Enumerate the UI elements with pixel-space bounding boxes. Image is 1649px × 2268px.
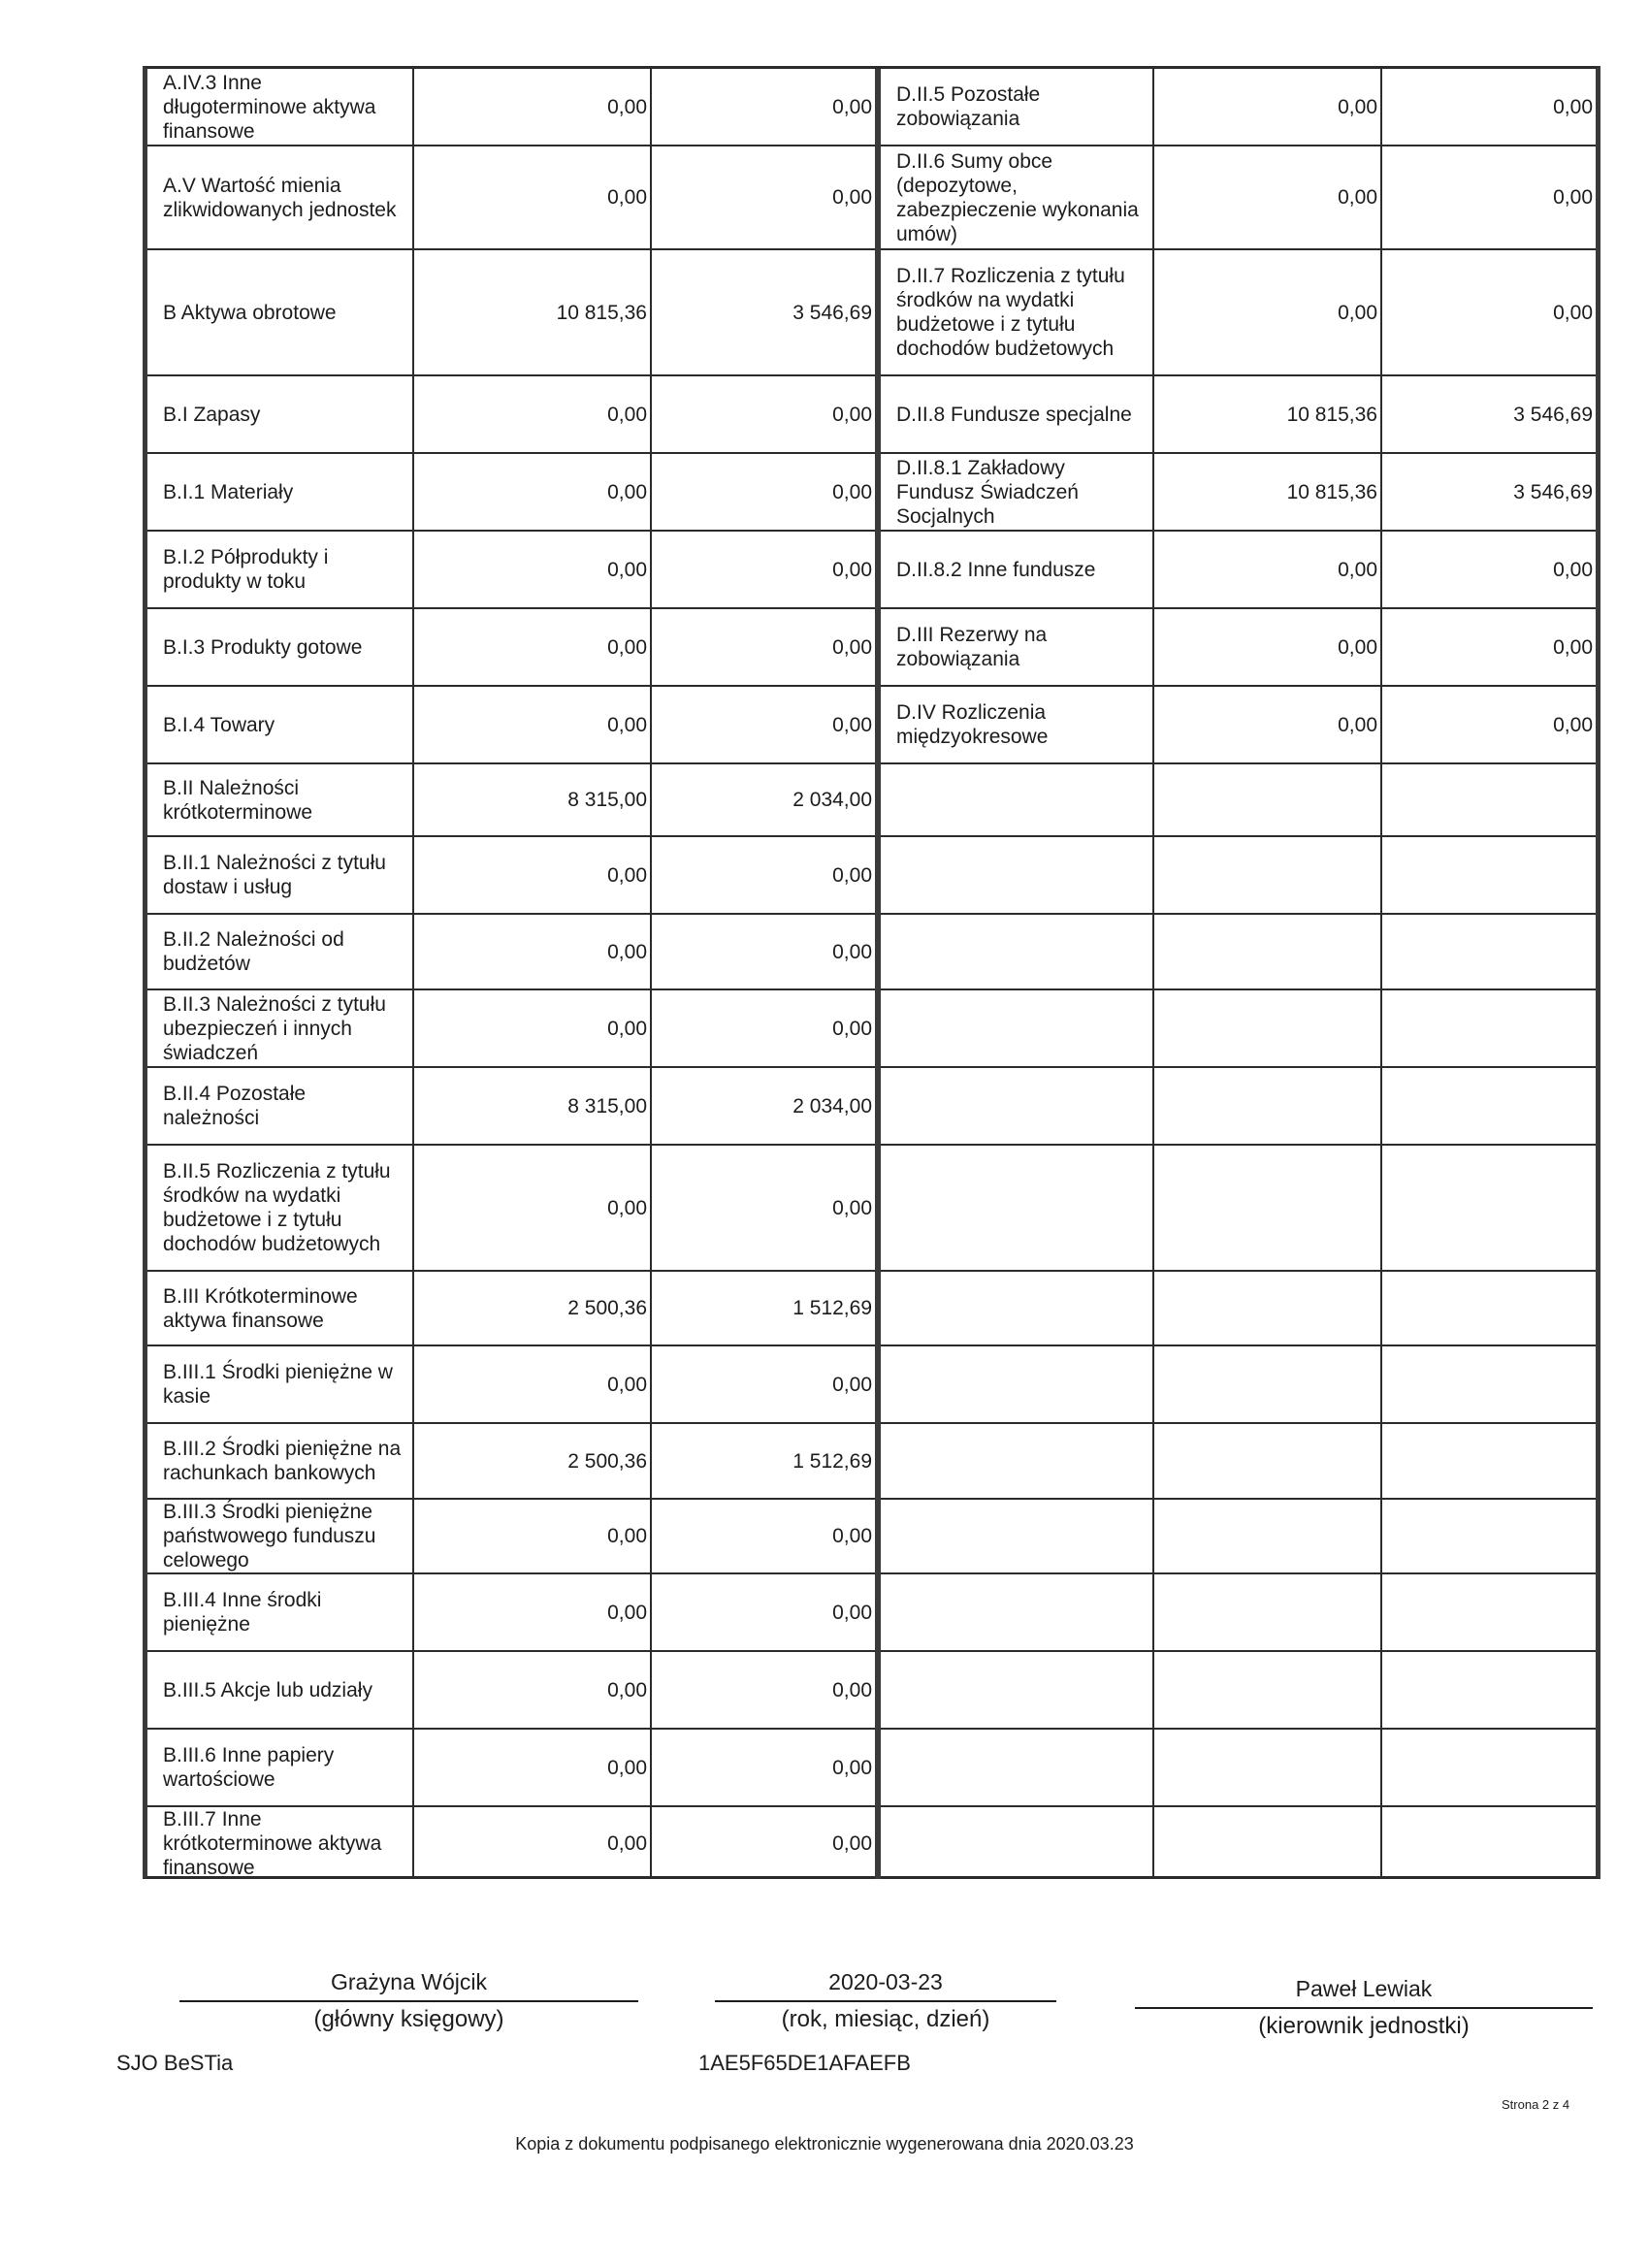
row-value-previous: 0,00	[1380, 687, 1596, 762]
asset-row	[147, 532, 875, 609]
liabilities-column-group	[875, 69, 1596, 1879]
row-value-current	[1152, 1652, 1380, 1728]
row-label: D.II.8 Fundusze specjalne	[896, 403, 1132, 426]
row-value-previous: 1 512,69	[650, 1424, 875, 1498]
row-label: B.I Zapasy	[163, 403, 261, 426]
liability-row	[881, 764, 1596, 837]
liability-row	[881, 837, 1596, 915]
liability-row	[881, 990, 1596, 1068]
row-value-current: 0,00	[412, 687, 650, 762]
assets-column-group	[147, 69, 875, 1879]
row-value-current: 10 815,36	[412, 250, 650, 374]
row-value-previous: 0,00	[650, 146, 875, 248]
row-value-previous	[1380, 1068, 1596, 1144]
row-value-previous: 0,00	[1380, 532, 1596, 607]
row-value-current	[1152, 1574, 1380, 1650]
row-label: D.II.6 Sumy obce (depozytowe, zabezpieczenie wykonania umów)	[896, 149, 1139, 245]
asset-row	[147, 1807, 875, 1879]
signature-chief-accountant	[179, 1969, 638, 2033]
row-value-previous	[1380, 1424, 1596, 1498]
row-value-previous: 0,00	[650, 376, 875, 452]
liability-row	[881, 69, 1596, 146]
row-label: D.II.5 Pozostałe zobowiązania	[896, 83, 1041, 130]
row-value-current: 0,00	[1152, 532, 1380, 607]
asset-row	[147, 1652, 875, 1730]
row-value-current: 0,00	[1152, 250, 1380, 374]
asset-row	[147, 1424, 875, 1500]
row-label: D.II.8.1 Zakładowy Fundusz Świadczeń Socjalnych	[896, 456, 1079, 528]
chief-accountant-name: Grażyna Wójcik	[330, 1969, 488, 1994]
row-value-previous: 0,00	[650, 1574, 875, 1650]
asset-row	[147, 764, 875, 837]
asset-row	[147, 454, 875, 532]
row-value-current	[1152, 764, 1380, 835]
asset-row	[147, 609, 875, 687]
row-value-previous: 0,00	[1380, 609, 1596, 685]
signature-date-value: 2020-03-23	[828, 1969, 943, 1994]
document-hash: 1AE5F65DE1AFAEFB	[698, 2051, 911, 2075]
row-value-previous	[1380, 1500, 1596, 1572]
asset-row	[147, 1346, 875, 1424]
liability-row	[881, 1652, 1596, 1730]
asset-row	[147, 990, 875, 1068]
row-label: D.II.7 Rozliczenia z tytułu środków na wydatki budżetowe i z tytułu dochodów budżetowych	[896, 265, 1125, 360]
row-label: D.II.8.2 Inne fundusze	[896, 558, 1096, 581]
row-value-previous	[1380, 990, 1596, 1066]
row-label: B.III.7 Inne krótkoterminowe aktywa finansowe	[163, 1807, 382, 1879]
liability-row	[881, 1346, 1596, 1424]
row-label	[881, 1346, 1152, 1422]
row-value-previous	[1380, 837, 1596, 913]
row-value-current	[1152, 1346, 1380, 1422]
row-label: B.II.3 Należności z tytułu ubezpieczeń i innych świadczeń	[163, 992, 386, 1064]
asset-row	[147, 915, 875, 990]
row-value-previous: 3 546,69	[1380, 376, 1596, 452]
liability-row	[881, 532, 1596, 609]
liability-row	[881, 376, 1596, 454]
row-value-previous: 0,00	[650, 1652, 875, 1728]
signature-line	[715, 2000, 1056, 2002]
row-value-previous: 0,00	[650, 990, 875, 1066]
row-value-previous: 2 034,00	[650, 1068, 875, 1144]
row-value-previous: 0,00	[1380, 146, 1596, 248]
row-value-current: 0,00	[412, 532, 650, 607]
liability-row	[881, 1424, 1596, 1500]
asset-row	[147, 250, 875, 376]
footer-note: Kopia z dokumentu podpisanego elektronicznie wygenerowana dnia 2020.03.23	[515, 2134, 1134, 2154]
asset-row	[147, 837, 875, 915]
row-value-previous	[1380, 1730, 1596, 1805]
unit-head-name: Paweł Lewiak	[1295, 1976, 1433, 2001]
liability-row	[881, 1730, 1596, 1807]
row-label	[881, 1574, 1152, 1650]
row-value-previous: 0,00	[650, 532, 875, 607]
row-value-previous: 2 034,00	[650, 764, 875, 835]
asset-row	[147, 146, 875, 250]
row-value-current: 0,00	[412, 376, 650, 452]
liability-row	[881, 146, 1596, 250]
asset-row	[147, 1730, 875, 1807]
row-value-previous: 0,00	[1380, 69, 1596, 145]
row-value-previous	[1380, 1146, 1596, 1270]
row-label	[881, 837, 1152, 913]
signature-date	[715, 1969, 1056, 2033]
liability-row	[881, 1574, 1596, 1652]
asset-row	[147, 1068, 875, 1146]
asset-row	[147, 1574, 875, 1652]
row-label: B.I.2 Półprodukty i produkty w toku	[163, 546, 329, 593]
row-value-current: 8 315,00	[412, 764, 650, 835]
asset-row	[147, 687, 875, 764]
row-value-current	[1152, 1424, 1380, 1498]
row-value-previous: 0,00	[650, 687, 875, 762]
row-label: B.I.1 Materiały	[163, 480, 294, 503]
row-value-previous: 0,00	[650, 1500, 875, 1572]
row-label: A.V Wartość mienia zlikwidowanych jednostek	[163, 174, 397, 221]
balance-sheet-table	[143, 66, 1600, 1879]
row-value-current	[1152, 1272, 1380, 1345]
signature-unit-head	[1135, 1976, 1593, 2040]
row-value-current	[1152, 837, 1380, 913]
row-value-current	[1152, 990, 1380, 1066]
row-label: B Aktywa obrotowe	[163, 301, 337, 324]
signature-date-role: (rok, miesiąc, dzień)	[781, 2006, 990, 2032]
row-label: B.III.4 Inne środki pieniężne	[163, 1589, 322, 1636]
row-value-previous: 0,00	[650, 837, 875, 913]
row-value-current: 0,00	[412, 454, 650, 530]
row-label: A.IV.3 Inne długoterminowe aktywa finansowe	[163, 71, 376, 143]
row-label	[881, 1730, 1152, 1805]
row-value-previous: 0,00	[650, 1730, 875, 1805]
liability-row	[881, 1068, 1596, 1146]
row-label: B.III.5 Akcje lub udziały	[163, 1678, 372, 1701]
row-label: B.III.6 Inne papiery wartościowe	[163, 1744, 335, 1791]
row-value-previous: 0,00	[650, 1346, 875, 1422]
liability-row	[881, 609, 1596, 687]
row-value-previous: 3 546,69	[1380, 454, 1596, 530]
row-value-current	[1152, 915, 1380, 988]
row-label: D.IV Rozliczenia międzyokresowe	[896, 701, 1049, 748]
row-label	[881, 915, 1152, 988]
row-value-current: 0,00	[412, 1652, 650, 1728]
page-number: Strona 2 z 4	[1502, 2097, 1570, 2112]
liability-row	[881, 250, 1596, 376]
row-value-current	[1152, 1730, 1380, 1805]
row-value-current: 0,00	[1152, 687, 1380, 762]
row-label: B.II.1 Należności z tytułu dostaw i usług	[163, 852, 386, 898]
row-label	[881, 1272, 1152, 1345]
chief-accountant-role: (główny księgowy)	[313, 2006, 504, 2032]
row-value-current: 0,00	[412, 1574, 650, 1650]
unit-head-role: (kierownik jednostki)	[1258, 2013, 1470, 2039]
row-label: D.III Rezerwy na zobowiązania	[896, 624, 1048, 670]
row-value-previous: 1 512,69	[650, 1272, 875, 1345]
row-label	[881, 1146, 1152, 1270]
row-value-previous	[1380, 1807, 1596, 1879]
row-value-current	[1152, 1068, 1380, 1144]
row-value-current: 2 500,36	[412, 1424, 650, 1498]
asset-row	[147, 1500, 875, 1574]
liability-row	[881, 1500, 1596, 1574]
row-label: B.III.1 Środki pieniężne w kasie	[163, 1361, 393, 1408]
row-value-previous	[1380, 764, 1596, 835]
row-value-current: 8 315,00	[412, 1068, 650, 1144]
liability-row	[881, 1146, 1596, 1272]
row-value-previous: 0,00	[650, 69, 875, 145]
row-value-previous: 0,00	[650, 454, 875, 530]
row-value-current: 0,00	[412, 1807, 650, 1879]
row-value-previous: 0,00	[650, 609, 875, 685]
row-value-current: 10 815,36	[1152, 376, 1380, 452]
row-label	[881, 1500, 1152, 1572]
row-value-current	[1152, 1500, 1380, 1572]
row-label: B.III.3 Środki pieniężne państwowego funduszu celowego	[163, 1501, 376, 1571]
row-label: B.II.2 Należności od budżetów	[163, 928, 344, 975]
row-value-current	[1152, 1146, 1380, 1270]
row-value-previous: 0,00	[650, 1146, 875, 1270]
software-name: SJO BeSTia	[116, 2051, 234, 2075]
row-label	[881, 1652, 1152, 1728]
row-label: B.III Krótkoterminowe aktywa finansowe	[163, 1284, 358, 1332]
signature-line	[1135, 2007, 1593, 2009]
asset-row	[147, 1146, 875, 1272]
row-value-current: 0,00	[412, 1500, 650, 1572]
row-label: B.II.5 Rozliczenia z tytułu środków na wydatki budżetowe i z tytułu dochodów budżetowych	[163, 1160, 391, 1255]
row-value-previous: 0,00	[1380, 250, 1596, 374]
asset-row	[147, 69, 875, 146]
row-value-previous	[1380, 1652, 1596, 1728]
row-label	[881, 990, 1152, 1066]
row-value-current	[1152, 1807, 1380, 1879]
row-value-current: 0,00	[412, 990, 650, 1066]
row-value-current: 10 815,36	[1152, 454, 1380, 530]
row-value-previous	[1380, 1346, 1596, 1422]
row-value-previous: 3 546,69	[650, 250, 875, 374]
row-value-current: 0,00	[412, 609, 650, 685]
row-value-current: 0,00	[412, 1146, 650, 1270]
row-label: B.II Należności krótkoterminowe	[163, 776, 313, 824]
row-value-current: 0,00	[1152, 146, 1380, 248]
row-label	[881, 1068, 1152, 1144]
row-value-current: 2 500,36	[412, 1272, 650, 1345]
row-value-current: 0,00	[412, 837, 650, 913]
liability-row	[881, 1272, 1596, 1346]
row-value-current: 0,00	[1152, 609, 1380, 685]
liability-row	[881, 1807, 1596, 1879]
row-label: B.II.4 Pozostałe należności	[163, 1083, 307, 1129]
row-label: B.III.2 Środki pieniężne na rachunkach bankowych	[163, 1438, 402, 1484]
asset-row	[147, 1272, 875, 1346]
row-label	[881, 1807, 1152, 1879]
row-value-current: 0,00	[1152, 69, 1380, 145]
row-value-current: 0,00	[412, 915, 650, 988]
signature-line	[179, 2000, 638, 2002]
row-value-previous	[1380, 1574, 1596, 1650]
row-value-previous	[1380, 1272, 1596, 1345]
row-label	[881, 764, 1152, 835]
row-value-current: 0,00	[412, 1346, 650, 1422]
row-label: B.I.3 Produkty gotowe	[163, 635, 363, 659]
row-label	[881, 1424, 1152, 1498]
row-value-current: 0,00	[412, 1730, 650, 1805]
row-value-current: 0,00	[412, 146, 650, 248]
liability-row	[881, 687, 1596, 764]
asset-row	[147, 376, 875, 454]
liability-row	[881, 454, 1596, 532]
row-label: B.I.4 Towary	[163, 713, 275, 736]
row-value-previous	[1380, 915, 1596, 988]
row-value-previous: 0,00	[650, 915, 875, 988]
liability-row	[881, 915, 1596, 990]
row-value-current: 0,00	[412, 69, 650, 145]
row-value-previous: 0,00	[650, 1807, 875, 1879]
